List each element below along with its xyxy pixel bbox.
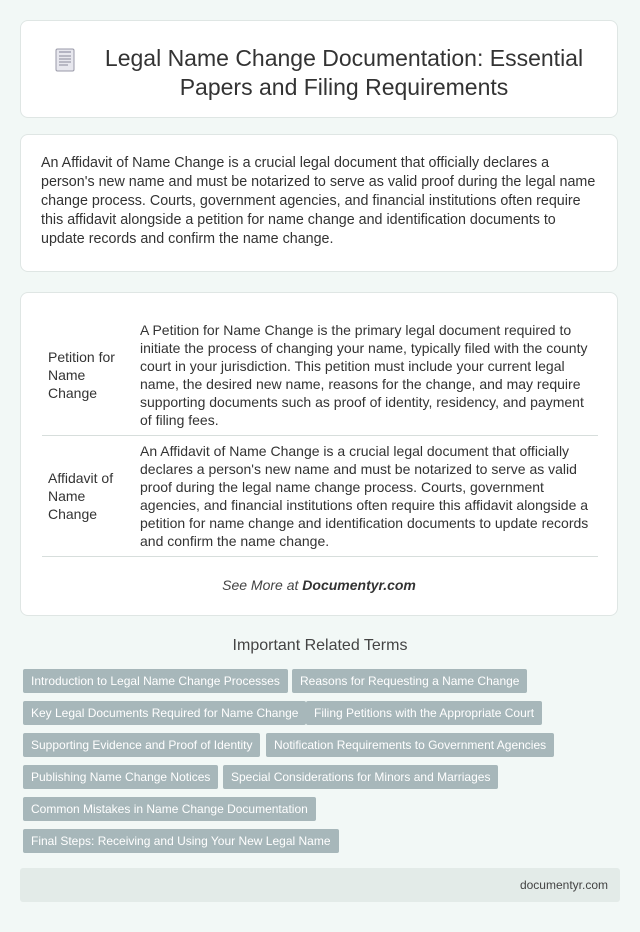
related-term-tag[interactable]: Notification Requirements to Government Agencies [266,733,554,757]
table-row [42,436,598,557]
related-term-tag[interactable]: Final Steps: Receiving and Using Your New Legal Name [23,829,339,853]
related-term-tag[interactable]: Supporting Evidence and Proof of Identity [23,733,260,757]
related-term-tag[interactable]: Reasons for Requesting a Name Change [292,669,527,693]
description-cell: An Affidavit of Name Change is a crucial legal document that officially declares a person's new name and must be notarized to serve as valid proof during the legal name change process. Courts, government agencies, and financial institutions often require this affidavit alongside a petition for name change and identification documents to update records and confirm the name change. [132,436,599,557]
header-card [20,20,618,118]
related-term-tag[interactable]: Key Legal Documents Required for Name Change [23,701,306,725]
related-term-tag[interactable]: Common Mistakes in Name Change Documentation [23,797,316,821]
page-title: Legal Name Change Documentation: Essential Papers and Filing Requirements [104,45,584,100]
related-term-tag[interactable]: Special Considerations for Minors and Marriages [223,765,498,789]
see-more-line [21,577,617,593]
table-row [42,315,598,436]
term-cell: Affidavit of Name Change [42,436,132,557]
related-term-tag[interactable]: Filing Petitions with the Appropriate Court [306,701,542,725]
definitions-card [20,292,618,616]
footer-site[interactable]: documentyr.com [519,878,608,892]
summary-text: An Affidavit of Name Change is a crucial legal document that officially declares a person's new name and must be notarized to serve as valid proof during the legal name change process. Courts, government agencies, and financial institutions often require this affidavit alongside a petition for name change and identification documents to update records and confirm the name change. [41,155,596,247]
summary-card [20,134,618,272]
related-term-tag[interactable]: Introduction to Legal Name Change Processes [23,669,288,693]
description-cell: A Petition for Name Change is the primary legal document required to initiate the process of changing your name, typically filed with the county court in your jurisdiction. This petition must include your current legal name, the desired new name, reasons for the change, and may require supporting documents such as proof of identity, residency, and payment of filing fees. [132,315,599,436]
term-cell: Petition for Name Change [42,315,132,436]
document-icon [55,48,75,72]
footer [20,868,620,902]
see-more-link[interactable]: Documentyr.com [302,577,416,593]
definitions-table [42,315,598,557]
related-term-tag[interactable]: Publishing Name Change Notices [23,765,218,789]
related-terms-title: Important Related Terms [232,637,408,654]
see-more-prefix: See More at [222,577,303,593]
